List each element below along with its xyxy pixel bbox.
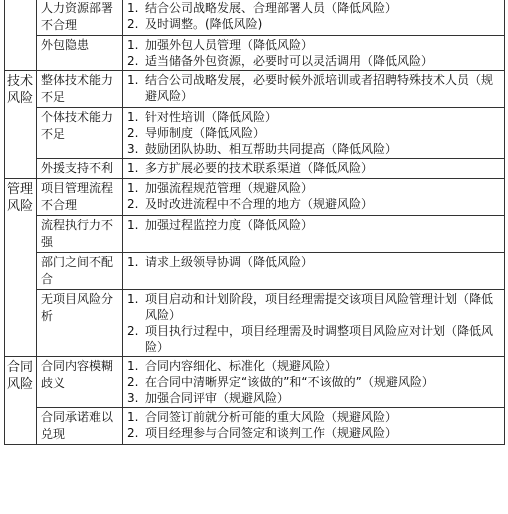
measure-text: 导师制度（降低风险）: [145, 126, 266, 140]
measure-text: 结合公司战略发展，必要时候外派培训或者招聘特殊技术人员（规避风险）: [145, 73, 494, 103]
measure-number: 2.: [127, 375, 139, 389]
risk-category: 管理风险: [5, 179, 37, 357]
measure-item: [127, 374, 501, 390]
measure-item: [127, 141, 501, 157]
table-row: [5, 179, 505, 216]
risk-category: 合同风险: [5, 357, 37, 445]
measure-number: 1.: [127, 110, 139, 124]
risk-measures: [123, 216, 505, 253]
measure-text: 请求上级领导协调（降低风险）: [145, 255, 314, 269]
risk-name: 合同内容模糊歧义: [37, 357, 123, 408]
measure-list: [127, 409, 501, 441]
table-row: [5, 71, 505, 108]
measure-list: [127, 72, 501, 104]
measure-text: 及时改进流程中不合理的地方（规避风险）: [145, 197, 374, 211]
measure-list: [127, 109, 501, 157]
measure-text: 合同内容细化、标准化（规避风险）: [145, 359, 338, 373]
table-row: [5, 0, 505, 36]
risk-category: [5, 0, 37, 71]
measure-text: 合同签订前就分析可能的重大风险（规避风险）: [145, 410, 398, 424]
measure-number: 1.: [127, 255, 139, 269]
measure-item: [127, 0, 501, 16]
measure-item: [127, 196, 501, 212]
risk-name: 外包隐患: [37, 36, 123, 71]
measure-text: 结合公司战略发展、合理部署人员（降低风险）: [145, 1, 398, 15]
risk-measures: [123, 71, 505, 108]
risk-measures: [123, 159, 505, 179]
measure-item: [127, 254, 501, 270]
measure-list: [127, 254, 501, 270]
measure-text: 及时调整。(降低风险): [145, 17, 263, 31]
measure-text: 鼓励团队协助、相互帮助共同提高（降低风险）: [145, 142, 398, 156]
measure-text: 加强外包人员管理（降低风险）: [145, 38, 314, 52]
measure-number: 1.: [127, 181, 139, 195]
measure-list: [127, 358, 501, 406]
risk-table-body: [5, 0, 505, 445]
measure-number: 1.: [127, 161, 139, 175]
measure-text: 加强流程规范管理（规避风险）: [145, 181, 314, 195]
table-row: [5, 253, 505, 290]
measure-number: 1.: [127, 38, 139, 52]
risk-name: 项目管理流程不合理: [37, 179, 123, 216]
measure-item: [127, 323, 501, 355]
measure-list: [127, 160, 501, 176]
measure-item: [127, 390, 501, 406]
measure-text: 加强过程监控力度（降低风险）: [145, 218, 314, 232]
measure-text: 项目经理参与合同签定和谈判工作（规避风险）: [145, 426, 398, 440]
measure-item: [127, 53, 501, 69]
risk-name: 部门之间不配合: [37, 253, 123, 290]
measure-item: [127, 37, 501, 53]
risk-measures: [123, 290, 505, 357]
measure-number: 1.: [127, 218, 139, 232]
measure-text: 在合同中清晰界定“该做的”和“不该做的”（规避风险）: [145, 375, 434, 389]
risk-name: 个体技术能力不足: [37, 108, 123, 159]
measure-item: [127, 425, 501, 441]
measure-number: 2.: [127, 197, 139, 211]
risk-name: 无项目风险分析: [37, 290, 123, 357]
table-row: [5, 290, 505, 357]
risk-measures: [123, 253, 505, 290]
risk-measures: [123, 179, 505, 216]
measure-text: 加强合同评审（规避风险）: [145, 391, 290, 405]
measure-number: 2.: [127, 426, 139, 440]
measure-item: [127, 160, 501, 176]
measure-number: 1.: [127, 292, 139, 306]
measure-item: [127, 109, 501, 125]
measure-item: [127, 217, 501, 233]
risk-name: 人力资源部署不合理: [37, 0, 123, 36]
measure-item: [127, 16, 501, 32]
measure-item: [127, 72, 501, 104]
risk-name: 流程执行力不强: [37, 216, 123, 253]
risk-measures: [123, 408, 505, 445]
risk-measures: [123, 108, 505, 159]
risk-category: 技术风险: [5, 71, 37, 179]
risk-name: 外援支持不利: [37, 159, 123, 179]
risk-name: 合同承诺难以兑现: [37, 408, 123, 445]
measure-item: [127, 125, 501, 141]
table-row: [5, 408, 505, 445]
measure-item: [127, 358, 501, 374]
measure-number: 1.: [127, 359, 139, 373]
measure-text: 项目启动和计划阶段，项目经理需提交该项目风险管理计划（降低风险）: [145, 292, 494, 322]
measure-list: [127, 37, 501, 69]
measure-list: [127, 291, 501, 355]
risk-measures: [123, 0, 505, 36]
measure-number: 2.: [127, 17, 139, 31]
risk-measures: [123, 357, 505, 408]
risk-name: 整体技术能力不足: [37, 71, 123, 108]
measure-number: 3.: [127, 391, 139, 405]
measure-text: 项目执行过程中，项目经理需及时调整项目风险应对计划（降低风险）: [145, 324, 494, 354]
risk-table: [4, 0, 504, 445]
risk-measures: [123, 36, 505, 71]
measure-item: [127, 409, 501, 425]
measure-item: [127, 291, 501, 323]
table-row: [5, 159, 505, 179]
measure-number: 1.: [127, 1, 139, 15]
table-row: [5, 108, 505, 159]
measure-list: [127, 180, 501, 212]
measure-text: 适当储备外包资源，必要时可以灵活调用（降低风险）: [145, 54, 434, 68]
measure-number: 1.: [127, 73, 139, 87]
measure-number: 1.: [127, 410, 139, 424]
table-row: [5, 216, 505, 253]
measure-list: [127, 217, 501, 233]
measure-number: 2.: [127, 54, 139, 68]
table-row: [5, 36, 505, 71]
measure-item: [127, 180, 501, 196]
measure-list: [127, 0, 501, 32]
measure-number: 3.: [127, 142, 139, 156]
measure-text: 多方扩展必要的技术联系渠道（降低风险）: [145, 161, 374, 175]
measure-text: 针对性培训（降低风险）: [145, 110, 278, 124]
table-row: [5, 357, 505, 408]
measure-number: 2.: [127, 126, 139, 140]
measure-number: 2.: [127, 324, 139, 338]
